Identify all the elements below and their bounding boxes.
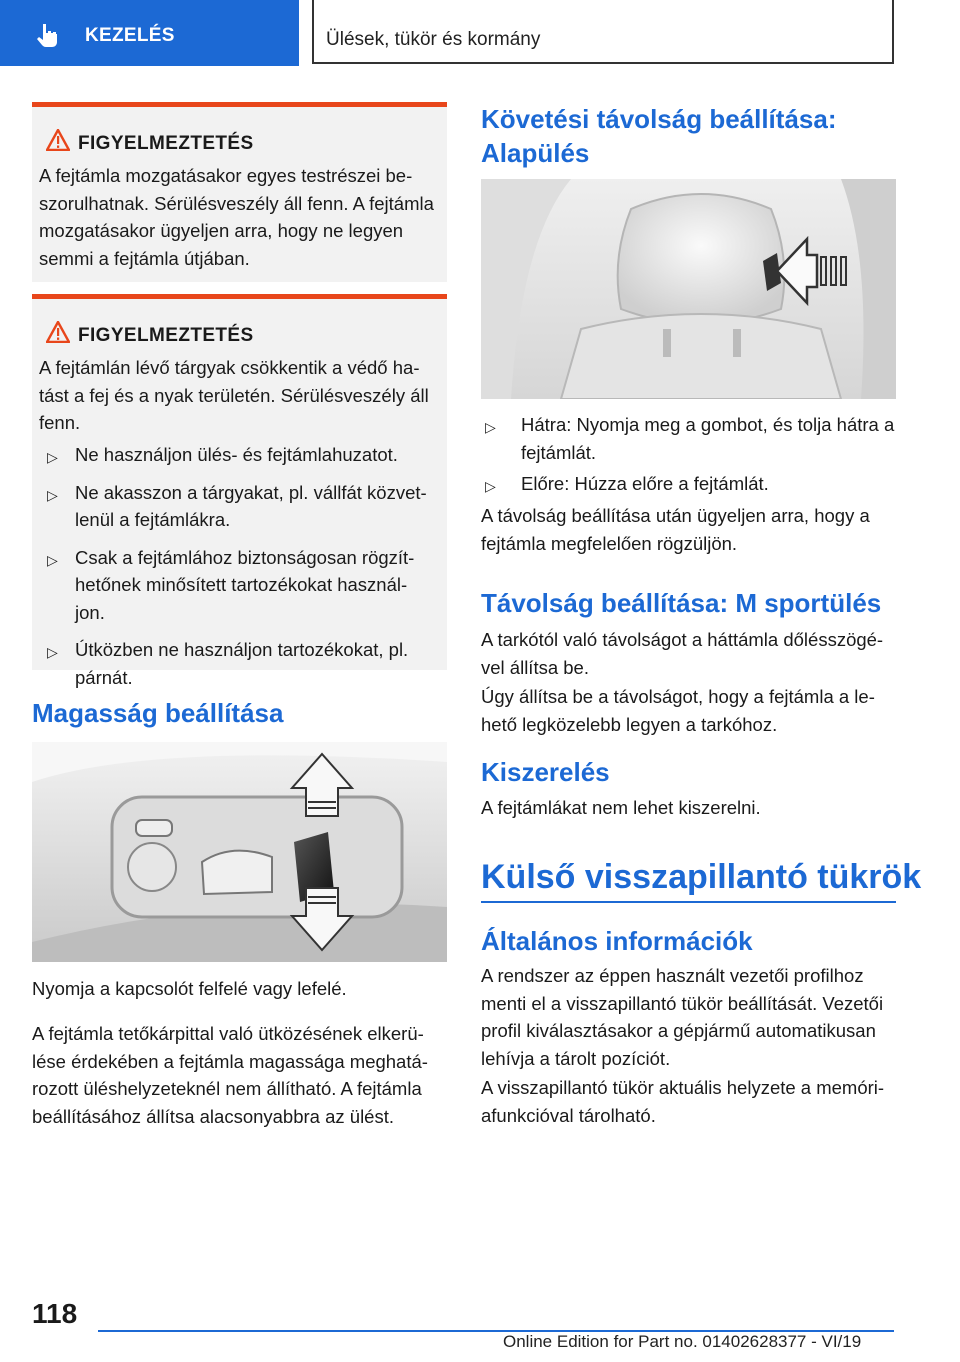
text-line: fejtámla megfelelően rögzüljön.: [481, 532, 738, 554]
heading-line: Követési távolság beállítása:: [481, 104, 837, 134]
removal-heading: Kiszerelés: [481, 757, 610, 787]
text-line: A rendszer az éppen használt vezetői profilhoz: [481, 965, 864, 986]
page-number: 118: [32, 1298, 78, 1329]
hand-pointer-icon: [34, 22, 60, 48]
warning-title: FIGYELMEZTETÉS: [78, 133, 254, 154]
triangle-bullet-icon: ▷: [47, 449, 58, 465]
text-line: vel állítsa be.: [481, 656, 589, 678]
text-line: menti el a visszapillantó tükör beállítását. Vezetői: [481, 992, 884, 1014]
text-line: fejtámlát.: [521, 441, 597, 463]
text-line: párnát.: [75, 666, 133, 688]
text-line: jon.: [75, 601, 105, 623]
height-caption: Nyomja a kapcsolót felfelé vagy lefelé.: [32, 978, 347, 999]
text-line: lehívja a tárolt pozíciót.: [481, 1047, 671, 1069]
list-item: [39, 479, 443, 534]
text-line: Ne akasszon a tárgyakat, pl. vállfát közvet-: [75, 481, 427, 503]
section-label: KEZELÉS: [85, 25, 175, 46]
warning-box-2: [32, 294, 447, 688]
distance-sport-text-2: [481, 683, 896, 738]
triangle-bullet-icon: ▷: [47, 644, 58, 660]
warning-text: [39, 354, 443, 437]
text-line: A fejtámla mozgatásakor egyes testrészei be-: [39, 165, 413, 186]
warning-text: [39, 162, 443, 272]
text-line: semmi a fejtámla útjában.: [39, 247, 250, 269]
list-item: [39, 544, 443, 627]
list-item: [39, 636, 443, 691]
text-line: Úgy állítsa be a távolságot, hogy a fejtámla a le-: [481, 686, 875, 707]
text-line: Hátra: Nyomja meg a gombot, és tolja hátra a: [521, 414, 895, 435]
mirrors-subheading: Általános információk: [481, 926, 753, 956]
headrest-illustration: [481, 179, 896, 399]
text-line: szorulhatnak. Sérülésveszély áll fenn. A fejtámla: [39, 192, 434, 214]
list-item: [39, 441, 443, 469]
heading-line: Alapülés: [481, 138, 590, 168]
height-text: [32, 1020, 447, 1130]
list-item: [481, 470, 896, 498]
distance-basic-heading: [481, 102, 896, 170]
text-line: Útközben ne használjon tartozékokat, pl.: [75, 639, 409, 660]
mirrors-text-1: [481, 962, 896, 1072]
text-line: hető legközelebb legyen a tarkóhoz.: [481, 713, 778, 735]
heading-underline: [481, 901, 896, 903]
triangle-bullet-icon: ▷: [47, 551, 58, 568]
height-heading: Magasság beállítása: [32, 698, 284, 728]
text-line: lenül a fejtámlákra.: [75, 509, 231, 530]
warning-bullet-list: [39, 441, 443, 701]
list-item: [481, 411, 896, 466]
text-line: A fejtámla tetőkárpittal való ütközésének elkerü-: [32, 1023, 424, 1044]
triangle-bullet-icon: ▷: [485, 478, 496, 494]
text-line: profil kiválasztásakor a gépjármű automatikusan: [481, 1020, 876, 1041]
triangle-bullet-icon: ▷: [485, 419, 496, 435]
text-line: rozott üléshelyzeteknél nem állítható. A fejtámla: [32, 1078, 422, 1099]
mirrors-text-2: [481, 1074, 896, 1129]
text-line: fenn.: [39, 412, 81, 433]
text-line: A távolság beállítása után ügyeljen arra, hogy a: [481, 505, 870, 526]
warning-box-1: [32, 102, 447, 282]
text-line: mozgatásakor ügyeljen arra, hogy ne legyen: [39, 220, 404, 241]
text-line: Előre: Húzza előre a fejtámlát.: [521, 473, 769, 494]
text-line: A tarkótól való távolságot a háttámla dőlésszögé-: [481, 629, 884, 650]
warning-title: FIGYELMEZTETÉS: [78, 325, 254, 346]
text-line: lése érdekében a fejtámla magassága meghatá-: [32, 1050, 428, 1072]
warning-triangle-icon: [46, 129, 70, 151]
triangle-bullet-icon: ▷: [47, 486, 58, 503]
section-tab[interactable]: [0, 0, 299, 66]
seat-switch-illustration: [32, 742, 447, 962]
mirrors-heading: Külső visszapillantó tükrök: [481, 858, 922, 896]
warning-triangle-icon: [46, 321, 70, 343]
distance-sport-heading: Távolság beállítása: M sportülés: [481, 588, 882, 618]
text-line: Ne használjon ülés- és fejtámlahuzatot.: [75, 444, 398, 465]
chapter-title: Ülések, tükör és kormány: [326, 29, 541, 50]
removal-text: A fejtámlákat nem lehet kiszerelni.: [481, 797, 761, 818]
text-line: Csak a fejtámlához biztonságosan rögzít-: [75, 546, 415, 568]
text-line: beállításához állítsa alacsonyabbra az ülést.: [32, 1105, 394, 1127]
text-line: tást a fej és a nyak területén. Sérülésveszély áll: [39, 384, 429, 406]
distance-basic-text: [481, 502, 896, 557]
text-line: hetőnek minősített tartozékokat használ-: [75, 574, 408, 595]
edition-text: Online Edition for Part no. 01402628377 - VI/19: [503, 1332, 862, 1351]
text-line: A fejtámlán lévő tárgyak csökkentik a védő ha-: [39, 357, 420, 378]
chapter-header: [312, 0, 894, 64]
text-line: afunkcióval tárolható.: [481, 1104, 656, 1126]
text-line: A visszapillantó tükör aktuális helyzete a memóri-: [481, 1077, 885, 1098]
distance-sport-text-1: [481, 626, 896, 681]
